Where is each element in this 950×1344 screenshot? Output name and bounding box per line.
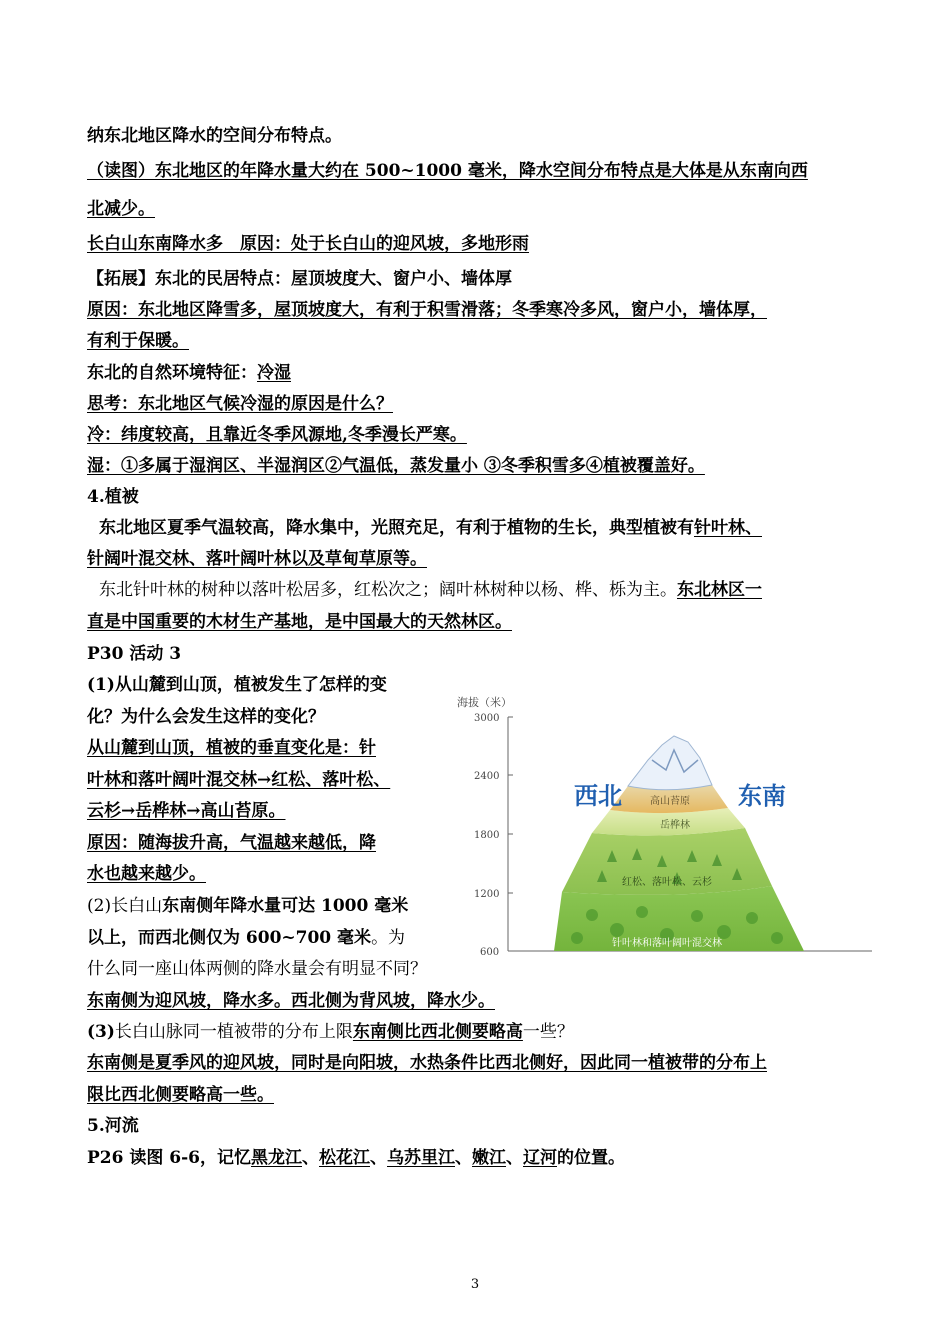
text-line: 湿：①多属于湿润区、半湿润区②气温低，蒸发量小 ③冬季积雪多④植被覆盖好。: [87, 456, 705, 476]
text-span: 东北针叶林的树种以落叶松居多，红松次之；阔叶林树种以杨、桦、栎为主。: [99, 580, 677, 600]
text-span: 东南侧年降水量可达 1000 毫米: [162, 896, 409, 916]
text-line: [87, 1147, 625, 1169]
text-span: 东北林区一: [677, 580, 762, 600]
zone-label-pine: 红松、落叶松、云杉: [622, 877, 712, 888]
text-line: [99, 517, 762, 539]
text-span: 。为: [371, 928, 406, 948]
text-span: 针叶林、: [694, 518, 762, 538]
text-line: 【拓展】东北的民居特点：屋顶坡度大、窗户小、墙体厚: [87, 269, 512, 289]
y-tick-label: 1800: [474, 830, 500, 841]
text-span: (2)长白山: [87, 896, 163, 916]
y-tick-label: 3000: [474, 713, 500, 724]
text-span: 以上，而西北侧仅为 600~700 毫米: [87, 928, 372, 948]
text-span: 嫩江: [472, 1148, 506, 1168]
text-line: 针阔叶混交林、落叶阔叶林以及草甸草原等。: [87, 549, 427, 569]
section-heading: 4.植被: [87, 487, 139, 507]
text-line: [99, 579, 762, 601]
text-line: 北减少。: [87, 199, 155, 219]
vegetation-zone-figure: [452, 690, 877, 960]
text-span: 乌苏里江: [387, 1148, 455, 1168]
text-line: 长白山东南降水多 原因：处于长白山的迎风坡，多地形雨: [87, 234, 529, 254]
page-number: 3: [470, 1277, 480, 1292]
text-span: 、: [370, 1148, 387, 1168]
text-span: 、: [455, 1148, 472, 1168]
text-line: [87, 927, 405, 949]
text-line: 限比西北侧要略高一些。: [87, 1085, 274, 1105]
section-heading: P30 活动 3: [87, 644, 182, 664]
y-tick-label: 1200: [474, 889, 500, 900]
y-tick-label: 2400: [474, 771, 500, 782]
zone-label-tundra: 高山苔原: [650, 796, 690, 807]
text-line: 纳东北地区降水的空间分布特点。: [87, 126, 342, 146]
text-line: 原因：随海拔升高，气温越来越低，降: [87, 833, 376, 853]
text-span: P26 读图 6-6，记忆: [87, 1148, 251, 1168]
text-span: 的位置。: [557, 1148, 625, 1168]
text-line: [87, 895, 408, 917]
southeast-label: 东南: [738, 782, 786, 810]
text-span: 黑龙江: [251, 1148, 302, 1168]
y-tick-label: 600: [480, 947, 500, 958]
text-span: 松花江: [319, 1148, 370, 1168]
text-span: 冷湿: [257, 363, 291, 383]
text-line: 思考：东北地区气候冷湿的原因是什么？: [87, 394, 393, 414]
text-span: 长白山脉同一植被带的分布上限: [114, 1022, 353, 1042]
text-span: 一些？: [522, 1022, 574, 1042]
zone-label-birch: 岳桦林: [660, 820, 690, 831]
text-span: 辽河: [523, 1148, 557, 1168]
text-line: 水也越来越少。: [87, 864, 206, 884]
y-axis-title: 海拔（米）: [457, 696, 512, 709]
text-line: (1)从山麓到山顶，植被发生了怎样的变: [87, 675, 387, 695]
text-line: [87, 1021, 574, 1043]
text-span: (3): [87, 1022, 115, 1042]
text-line: 叶林和落叶阔叶混交林→红松、落叶松、: [87, 770, 391, 790]
text-span: 、: [302, 1148, 319, 1168]
text-line: 东南侧为迎风坡，降水多。西北侧为背风坡，降水少。: [87, 991, 495, 1011]
text-line: 从山麓到山顶，植被的垂直变化是：针: [87, 738, 376, 758]
snow-peak: [628, 736, 712, 790]
text-line: 云杉→岳桦林→高山苔原。: [87, 801, 286, 821]
northwest-label: 西北: [574, 782, 622, 810]
text-line: 冷：纬度较高，且靠近冬季风源地,冬季漫长严寒。: [87, 425, 467, 445]
text-line: 东南侧是夏季风的迎风坡，同时是向阳坡，水热条件比西北侧好，因此同一植被带的分布上: [87, 1053, 767, 1073]
text-line: 有利于保暖。: [87, 331, 189, 351]
text-line: [87, 362, 291, 384]
text-line: （读图）东北地区的年降水量大约在 500~1000 毫米，降水空间分布特点是大体是从东南向西: [87, 161, 808, 181]
section-heading: 5.河流: [87, 1116, 139, 1136]
text-line: 原因：东北地区降雪多，屋顶坡度大，有利于积雪滑落；冬季寒冷多风，窗户小，墙体厚，: [87, 300, 767, 320]
text-span: 东北的自然环境特征：: [87, 363, 257, 383]
text-span: 东南侧比西北侧要略高: [352, 1022, 523, 1042]
text-span: 东北地区夏季气温较高，降水集中，光照充足，有利于植物的生长，典型植被有: [99, 518, 694, 538]
text-line: 直是中国重要的木材生产基地，是中国最大的天然林区。: [87, 612, 512, 632]
zone-label-mixed: 针叶林和落叶阔叶混交林: [612, 938, 722, 949]
text-line: 化？为什么会发生这样的变化？: [87, 707, 325, 727]
text-span: 、: [506, 1148, 523, 1168]
text-line: 什么同一座山体两侧的降水量会有明显不同？: [87, 959, 427, 979]
